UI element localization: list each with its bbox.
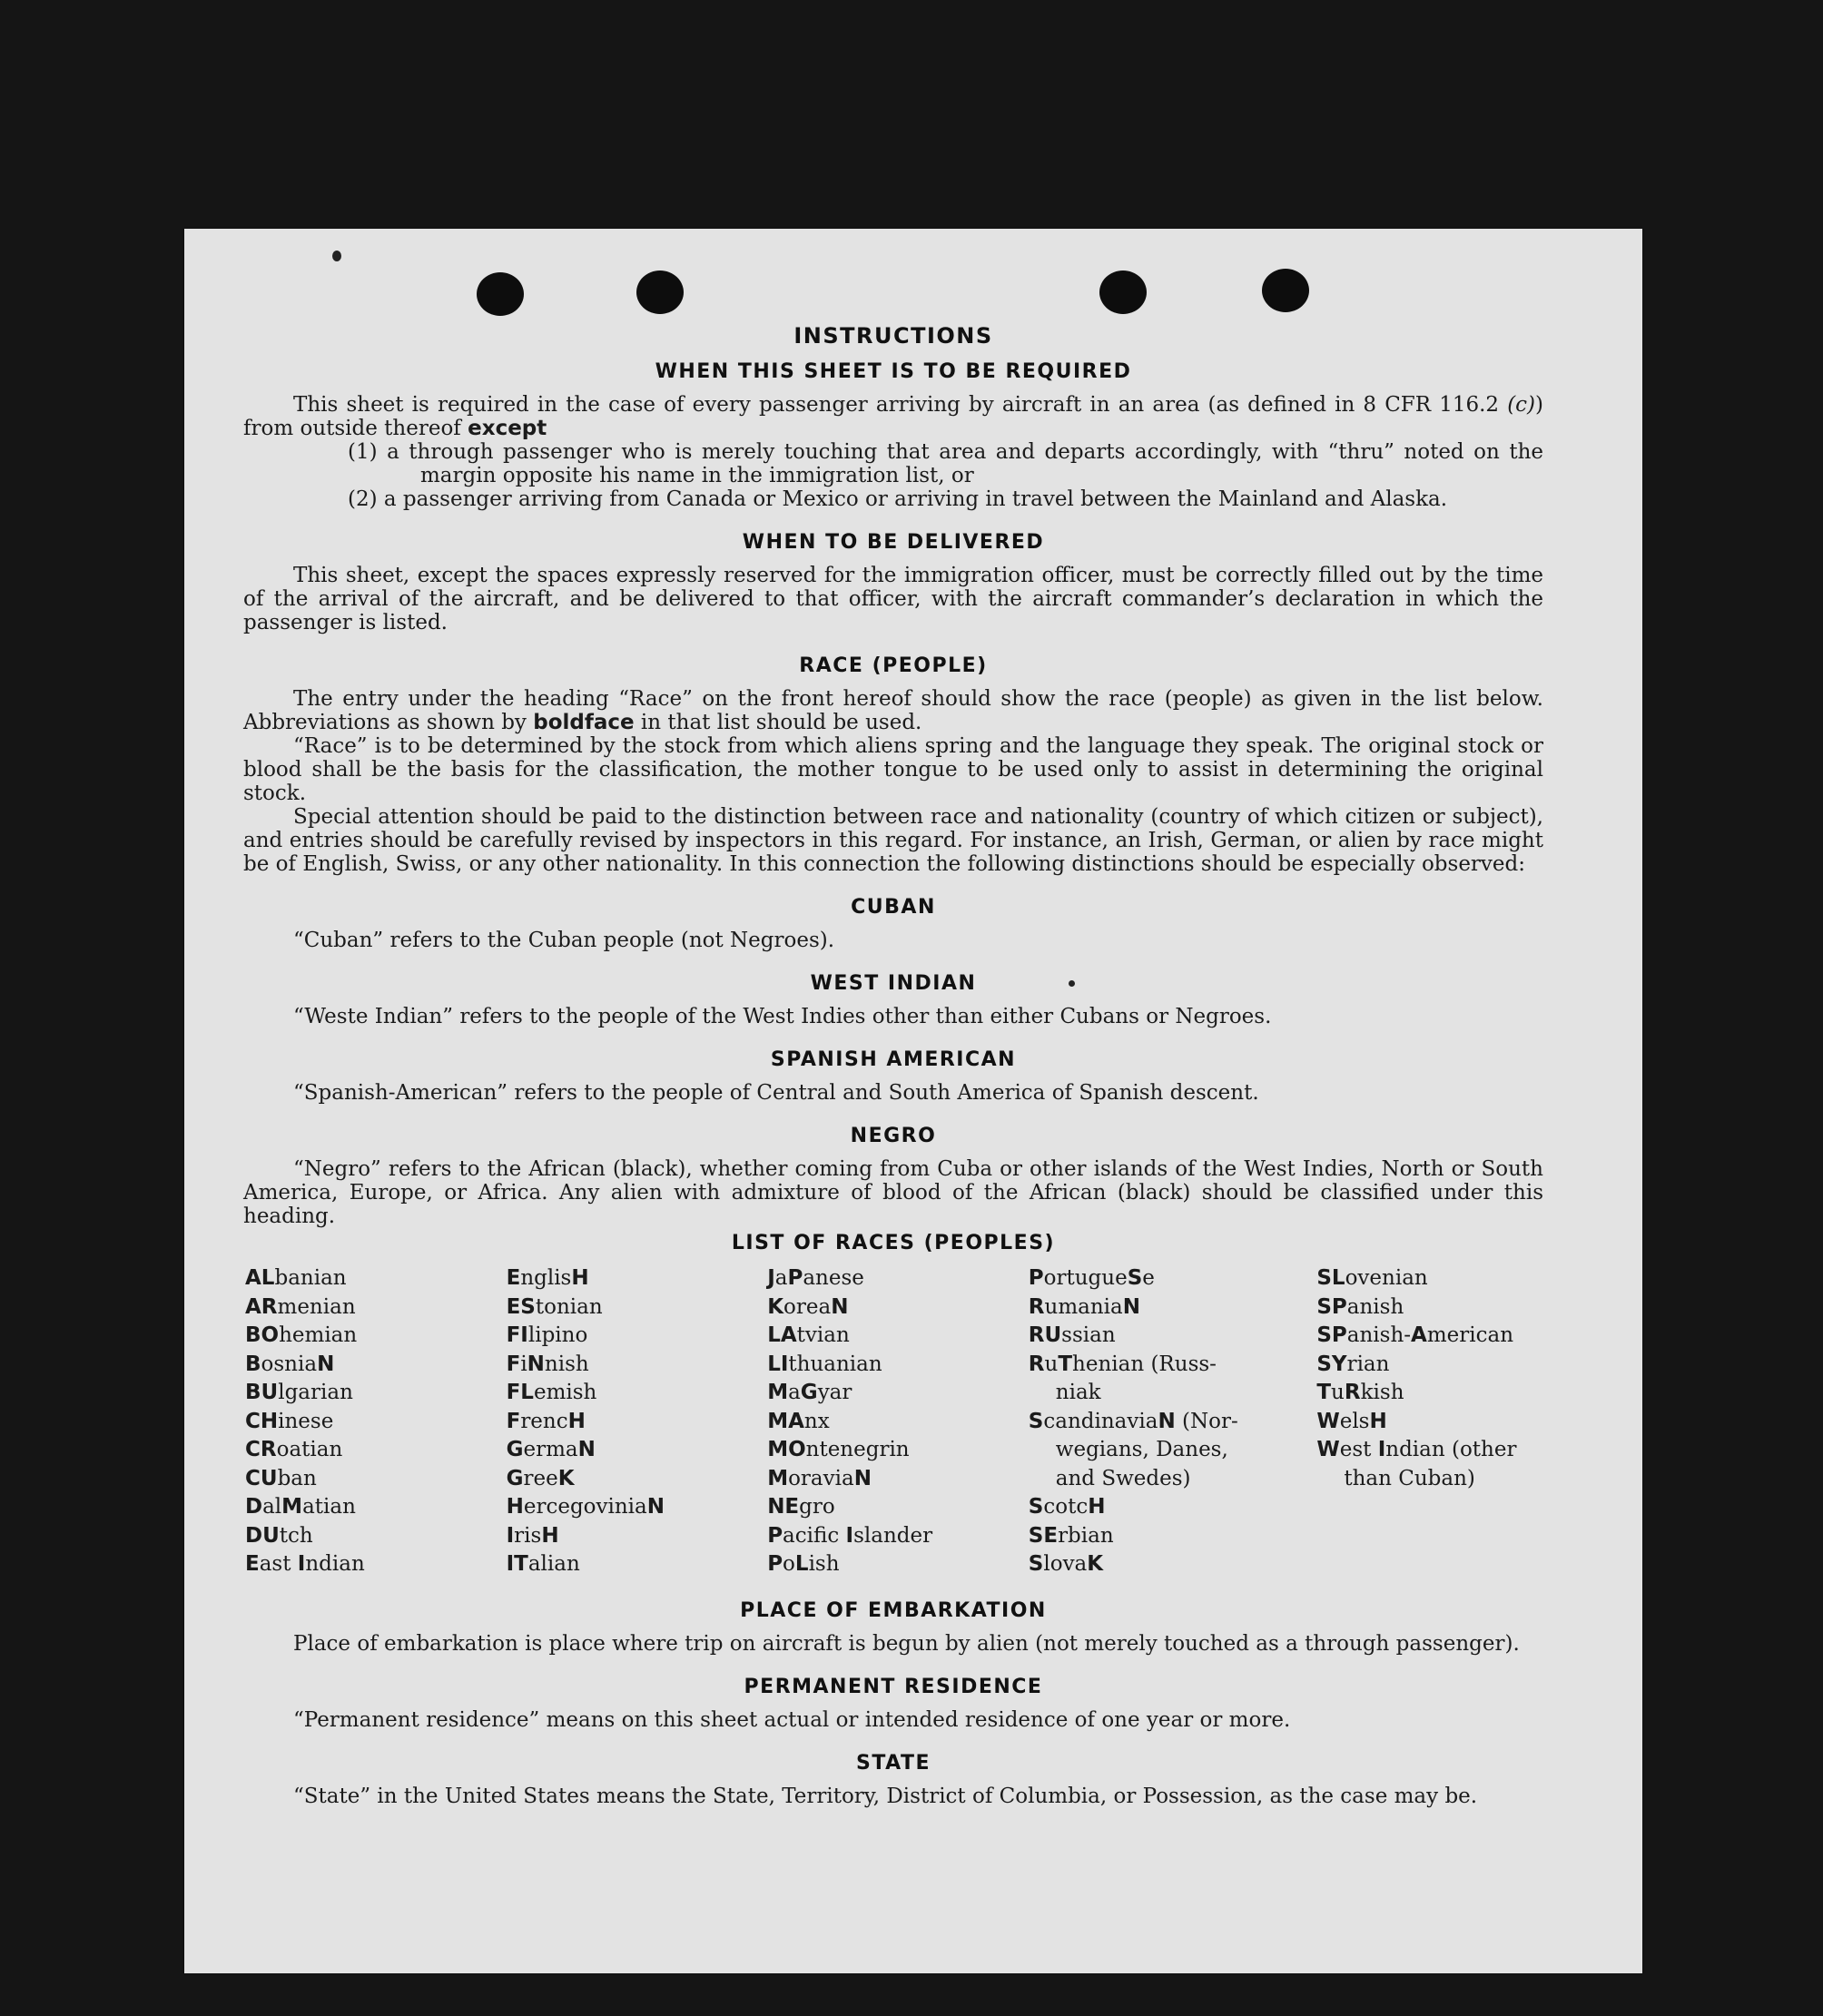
race-text: tch (279, 1523, 313, 1548)
race-abbrev: MA (767, 1409, 804, 1433)
race-text: ish (808, 1552, 840, 1576)
race-abbrev: LA (767, 1323, 797, 1347)
race-abbrev: T (1316, 1381, 1332, 1404)
section-heading: CUBAN (851, 896, 936, 919)
race-entry (767, 1408, 1029, 1437)
race-text: ovenian (1345, 1266, 1428, 1290)
paragraph: Special attention should be paid to the distinction between race and nationality (country of which citizen or subject), and entries should be carefully revised by inspectors in this regard. For instance, an Irish, German, or alien by race might be of English, Swiss, or any other nationality. In this connection the following distinctions should be especially observed: (243, 805, 1543, 876)
race-entry (245, 1408, 507, 1437)
race-entry (767, 1436, 1029, 1465)
race-abbrev: N (527, 1352, 545, 1376)
race-entry (1029, 1408, 1317, 1437)
race-entry (507, 1351, 768, 1380)
paragraph: “Permanent residence” means on this sheet actual or intended residence of one year or more. (293, 1707, 1291, 1732)
race-abbrev: DU (245, 1523, 280, 1548)
race-abbrev: I (506, 1523, 515, 1548)
paragraph: “Cuban” refers to the Cuban people (not Negroes). (293, 929, 835, 952)
race-text: menian (277, 1294, 356, 1319)
race-text: a (788, 1381, 801, 1404)
race-abbrev: P (1028, 1266, 1044, 1290)
section-heading: PERMANENT RESIDENCE (744, 1675, 1043, 1698)
race-entry (245, 1522, 507, 1551)
race-entry (1316, 1436, 1543, 1465)
race-text: merican (1426, 1323, 1514, 1347)
race-entry (245, 1293, 507, 1323)
race-text: anish (1346, 1294, 1404, 1319)
race-text: ndian (305, 1552, 365, 1576)
race-entry (767, 1522, 1029, 1551)
race-abbrev: P (787, 1266, 803, 1290)
race-text: ree (523, 1466, 558, 1490)
race-abbrev: W (1316, 1438, 1340, 1461)
race-text: nx (803, 1409, 830, 1433)
race-abbrev: R (1028, 1352, 1045, 1376)
race-abbrev: FL (506, 1381, 534, 1404)
race-text: u (1331, 1381, 1345, 1404)
race-entry (1316, 1465, 1543, 1494)
race-entry (1029, 1379, 1317, 1408)
race-text: gro (799, 1495, 835, 1519)
race-abbrev: G (506, 1438, 524, 1461)
section-heading: PLACE OF EMBARKATION (740, 1598, 1047, 1622)
race-abbrev: AR (245, 1294, 278, 1319)
race-text: ntenegrin (805, 1438, 910, 1461)
race-abbrev: CR (245, 1438, 277, 1461)
race-entry (245, 1351, 507, 1380)
race-text: ortugue (1043, 1266, 1128, 1290)
race-column (245, 1264, 507, 1579)
race-list (245, 1264, 1543, 1579)
race-abbrev: N (577, 1438, 596, 1461)
race-text: rbian (1058, 1523, 1114, 1548)
race-entry (767, 1351, 1029, 1380)
race-entry (767, 1322, 1029, 1351)
speck (332, 251, 341, 261)
race-text: hemian (279, 1323, 358, 1347)
race-entry (1029, 1264, 1317, 1293)
race-abbrev: LI (767, 1352, 789, 1376)
race-entry (1316, 1379, 1543, 1408)
race-entry (767, 1493, 1029, 1522)
race-entry (245, 1493, 507, 1522)
race-text: renc (520, 1409, 568, 1433)
race-text: tonian (535, 1294, 603, 1319)
race-abbrev: BU (245, 1381, 279, 1404)
race-text: kish (1360, 1381, 1404, 1404)
race-abbrev: I (1377, 1438, 1386, 1461)
race-text: lipino (527, 1323, 588, 1347)
race-text: yar (817, 1381, 852, 1404)
race-text: e (1142, 1266, 1155, 1290)
document-sheet (184, 229, 1642, 1973)
race-text: oatian (276, 1438, 343, 1461)
race-abbrev: SP (1316, 1323, 1347, 1347)
race-entry (767, 1550, 1029, 1579)
race-entry (767, 1465, 1029, 1494)
section-heading: WHEN THIS SHEET IS TO BE REQUIRED (655, 360, 1132, 383)
section-heading: WEST INDIAN (810, 972, 977, 995)
race-column (767, 1264, 1029, 1579)
text: This sheet is required in the case of every passenger arriving by aircraft in an area (as defined in 8 CFR 116.2 (293, 393, 1508, 417)
race-column (507, 1264, 768, 1579)
race-entry (1029, 1522, 1317, 1551)
race-text: and Swedes) (1055, 1466, 1191, 1490)
race-abbrev: H (541, 1523, 559, 1548)
race-entry (507, 1379, 768, 1408)
document-title: INSTRUCTIONS (793, 323, 993, 349)
text-bold: boldface (533, 711, 635, 734)
race-abbrev: CH (245, 1409, 279, 1433)
race-column (1029, 1264, 1317, 1579)
race-text: anese (803, 1266, 864, 1290)
race-text: candinavia (1043, 1409, 1158, 1433)
race-entry (507, 1550, 768, 1579)
punch-hole (477, 272, 524, 316)
race-abbrev: D (245, 1495, 263, 1519)
race-abbrev: B (245, 1352, 261, 1376)
race-abbrev: S (1028, 1552, 1044, 1576)
race-entry (1316, 1322, 1543, 1351)
list-item: (1) a through passenger who is merely touching that area and departs accordingly, with “thru” noted on the margin opposite his name in the immigration list, or (348, 440, 1543, 487)
race-text: oravia (788, 1466, 854, 1490)
race-abbrev: K (767, 1294, 784, 1319)
race-abbrev: SY (1316, 1352, 1347, 1376)
race-abbrev: FI (506, 1323, 528, 1347)
text: in that list should be used. (634, 711, 922, 734)
race-entry (1316, 1351, 1543, 1380)
race-abbrev: SL (1316, 1266, 1345, 1290)
race-abbrev: N (317, 1352, 335, 1376)
race-text: slander (853, 1523, 933, 1548)
race-abbrev: H (1088, 1495, 1106, 1519)
race-text: osnia (261, 1352, 318, 1376)
race-abbrev: IT (506, 1552, 528, 1576)
paragraph: “Spanish-American” refers to the people of Central and South America of Spanish descent. (293, 1081, 1259, 1105)
punch-hole (1099, 270, 1147, 314)
race-abbrev: I (845, 1523, 854, 1548)
race-text: ris (514, 1523, 542, 1548)
race-abbrev: W (1316, 1409, 1340, 1433)
race-entry (245, 1436, 507, 1465)
race-abbrev: K (557, 1466, 575, 1490)
race-abbrev: P (767, 1552, 783, 1576)
race-entry (1029, 1351, 1317, 1380)
race-entry (507, 1264, 768, 1293)
section-heading: RACE (PEOPLE) (799, 654, 988, 677)
race-text: erma (523, 1438, 578, 1461)
race-text: umania (1044, 1294, 1123, 1319)
race-text: ast (259, 1552, 298, 1576)
race-text: ban (277, 1466, 317, 1490)
race-text: lgarian (278, 1381, 353, 1404)
race-text: cotc (1043, 1495, 1089, 1519)
race-text: rian (1346, 1352, 1390, 1376)
race-abbrev: BO (245, 1323, 280, 1347)
race-abbrev: R (1344, 1381, 1361, 1404)
race-text: ssian (1061, 1323, 1116, 1347)
race-abbrev: E (506, 1266, 521, 1290)
race-entry (1316, 1293, 1543, 1323)
text: ) from outside thereof (243, 393, 1543, 440)
race-entry (767, 1379, 1029, 1408)
race-abbrev: H (571, 1266, 589, 1290)
race-column (1316, 1264, 1543, 1579)
race-abbrev: K (1087, 1552, 1104, 1576)
race-abbrev: H (1369, 1409, 1387, 1433)
race-abbrev: H (567, 1409, 586, 1433)
race-entry (507, 1436, 768, 1465)
race-abbrev: F (506, 1352, 521, 1376)
race-entry (507, 1465, 768, 1494)
race-abbrev: H (506, 1495, 524, 1519)
race-entry (507, 1493, 768, 1522)
race-text: ercegovinia (523, 1495, 647, 1519)
race-entry (767, 1293, 1029, 1323)
race-text: a (774, 1266, 788, 1290)
race-entry (1029, 1493, 1317, 1522)
race-text: alian (527, 1552, 580, 1576)
race-text: henian (Russ- (1072, 1352, 1217, 1376)
text-bold: except (468, 417, 547, 440)
race-abbrev: N (1122, 1294, 1140, 1319)
race-text: lova (1043, 1552, 1088, 1576)
race-entry (1029, 1550, 1317, 1579)
race-abbrev: F (506, 1409, 521, 1433)
race-entry (507, 1293, 768, 1323)
text-italic: (c) (1507, 393, 1536, 417)
race-abbrev: M (767, 1381, 789, 1404)
section-heading: NEGRO (850, 1125, 937, 1147)
race-abbrev: N (853, 1466, 872, 1490)
race-text: than Cuban) (1344, 1466, 1475, 1490)
instructions-content (243, 324, 1543, 1808)
race-abbrev: AL (245, 1266, 275, 1290)
race-entry (245, 1264, 507, 1293)
race-abbrev: M (281, 1495, 303, 1519)
section-heading: STATE (856, 1751, 931, 1775)
race-abbrev: L (794, 1552, 809, 1576)
race-entry (1029, 1436, 1317, 1465)
race-text: emish (533, 1381, 597, 1404)
paragraph (243, 687, 1543, 734)
race-entry (1029, 1465, 1317, 1494)
race-entry (1029, 1293, 1317, 1323)
race-entry (245, 1550, 507, 1579)
paragraph: This sheet, except the spaces expressly reserved for the immigration officer, must be correctly filled out by the time of the arrival of the aircraft, and be delivered to that officer, with the aircraft commander’s declaration in which the passenger is listed. (243, 564, 1543, 634)
punch-hole (1262, 269, 1309, 312)
race-text: anish- (1346, 1323, 1412, 1347)
race-abbrev: S (1028, 1409, 1044, 1433)
race-abbrev: G (800, 1381, 818, 1404)
race-abbrev: NE (767, 1495, 800, 1519)
race-text: nish (544, 1352, 589, 1376)
race-abbrev: SE (1028, 1523, 1059, 1548)
punch-hole (636, 270, 684, 314)
race-abbrev: N (646, 1495, 665, 1519)
race-abbrev: P (767, 1523, 783, 1548)
race-entry (507, 1522, 768, 1551)
paragraph (243, 393, 1543, 440)
race-abbrev: S (1028, 1495, 1044, 1519)
race-abbrev: E (245, 1552, 260, 1576)
race-abbrev: R (1028, 1294, 1045, 1319)
race-abbrev: S (1127, 1266, 1143, 1290)
race-abbrev: A (1411, 1323, 1427, 1347)
race-abbrev: SP (1316, 1294, 1347, 1319)
section-heading: WHEN TO BE DELIVERED (742, 531, 1045, 554)
race-text: inese (278, 1409, 334, 1433)
paragraph: “Negro” refers to the African (black), whether coming from Cuba or other islands of the West Indies, North or South America, Europe, or Africa. Any alien with admixture of blood of the African (black) should be classified under this heading. (243, 1157, 1543, 1228)
race-entry (507, 1322, 768, 1351)
race-abbrev: N (1158, 1409, 1176, 1433)
paragraph: “Race” is to be determined by the stock from which aliens spring and the language they speak. The original stock or blood shall be the basis for the classification, the mother tongue to be used only to assist in determining the original stock. (243, 734, 1543, 805)
race-abbrev: RU (1028, 1323, 1062, 1347)
race-entry (1316, 1264, 1543, 1293)
list-item: (2) a passenger arriving from Canada or Mexico or arriving in travel between the Mainland and Alaska. (348, 487, 1448, 511)
race-abbrev: T (1058, 1352, 1073, 1376)
race-text: orea (783, 1294, 832, 1319)
race-text: nglis (520, 1266, 572, 1290)
race-abbrev: I (297, 1552, 306, 1576)
race-text: atian (302, 1495, 356, 1519)
race-text: o (783, 1552, 795, 1576)
race-text: wegians, Danes, (1055, 1438, 1228, 1461)
race-entry (767, 1264, 1029, 1293)
race-abbrev: M (767, 1466, 789, 1490)
paragraph: “State” in the United States means the State, Territory, District of Columbia, or Possession, as the case may be. (293, 1784, 1478, 1808)
race-entry (1316, 1408, 1543, 1437)
race-text: niak (1055, 1381, 1101, 1404)
race-text: els (1339, 1409, 1370, 1433)
race-abbrev: CU (245, 1466, 278, 1490)
race-entry (245, 1379, 507, 1408)
race-text: banian (274, 1266, 347, 1290)
race-text: tvian (796, 1323, 850, 1347)
section-heading: SPANISH AMERICAN (770, 1048, 1017, 1071)
race-abbrev: G (506, 1466, 524, 1490)
race-text: (Nor- (1175, 1409, 1238, 1433)
race-entry (1029, 1322, 1317, 1351)
race-abbrev: N (831, 1294, 849, 1319)
race-abbrev: ES (506, 1294, 536, 1319)
race-text: al (262, 1495, 282, 1519)
race-entry (245, 1322, 507, 1351)
race-text: u (1044, 1352, 1059, 1376)
race-text: thuanian (788, 1352, 882, 1376)
race-entry (245, 1465, 507, 1494)
race-entry (507, 1408, 768, 1437)
race-abbrev: MO (767, 1438, 806, 1461)
paragraph: “Weste Indian” refers to the people of the West Indies other than either Cubans or Negroes. (293, 1005, 1272, 1028)
race-abbrev: J (767, 1266, 775, 1290)
race-text: acific (783, 1523, 846, 1548)
race-text: est (1339, 1438, 1378, 1461)
paragraph: Place of embarkation is place where trip on aircraft is begun by alien (not merely touched as a through passenger). (293, 1631, 1520, 1656)
text: The entry under the heading “Race” on the front hereof should show the race (people) as given in the list below. Abbreviations as shown by (243, 687, 1543, 734)
race-text: i (520, 1352, 527, 1376)
section-heading: LIST OF RACES (PEOPLES) (731, 1232, 1056, 1254)
race-text: ndian (other (1385, 1438, 1517, 1461)
